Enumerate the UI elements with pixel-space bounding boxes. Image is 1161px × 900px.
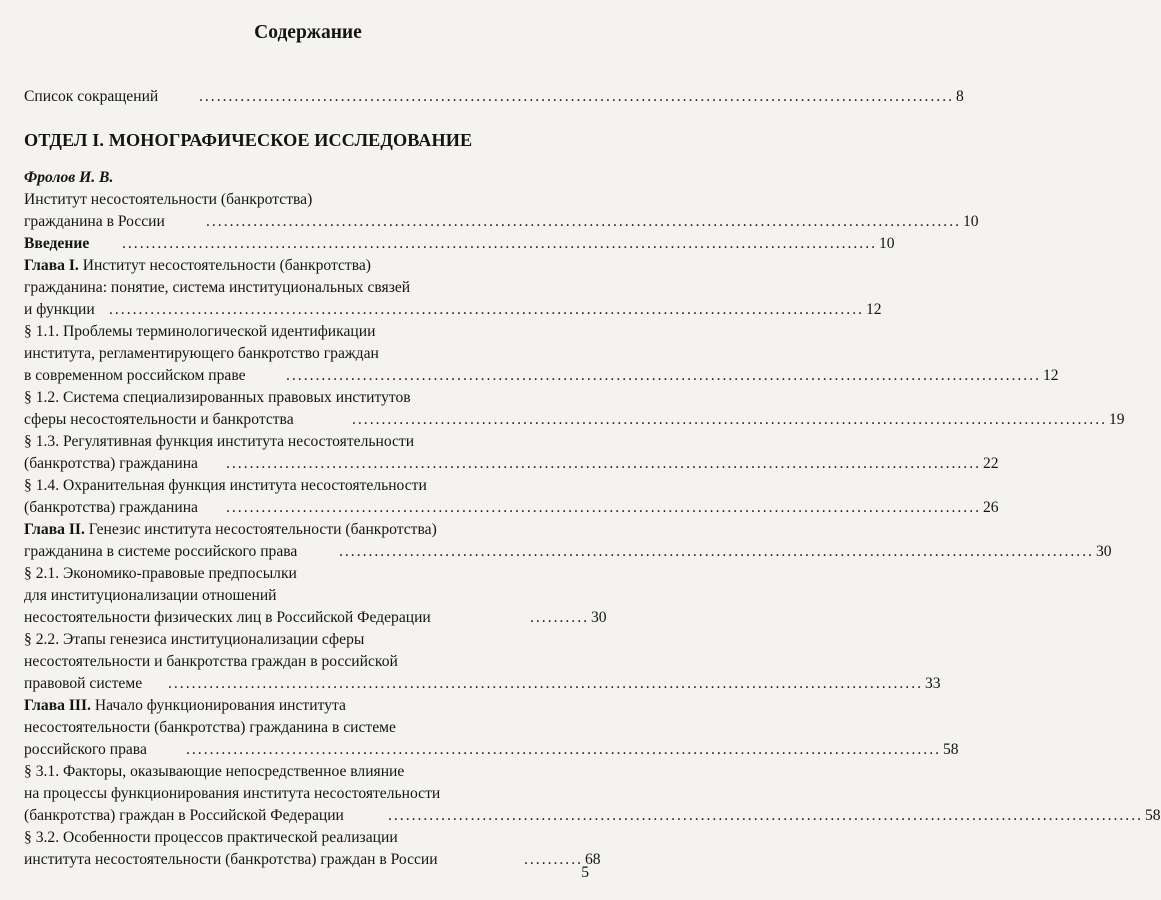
dot-leader: ................................................................................................................................ [186, 741, 941, 758]
toc-page-number: 68 [584, 851, 601, 868]
dot-leader: .......... [530, 609, 589, 626]
dot-leader: ................................................................................................................................ [206, 213, 961, 230]
toc-page-number: 19 [1109, 411, 1125, 428]
toc-page-number: 10 [879, 235, 895, 252]
dot-leader: ................................................................................................................................ [226, 499, 981, 516]
toc-page-number: 30 [1096, 543, 1112, 560]
toc-page-number: 26 [983, 499, 999, 516]
dot-leader: .......... [524, 851, 583, 868]
chapter-prefix: Глава II. [24, 521, 85, 538]
toc-page-number: 10 [963, 213, 979, 230]
toc-page-number: 12 [1043, 367, 1059, 384]
dot-leader: ................................................................................................................................ [109, 301, 864, 318]
part-heading: ОТДЕЛ I. МОНОГРАФИЧЕСКОЕ ИССЛЕДОВАНИЕ [24, 130, 473, 150]
toc-page-number: 58 [943, 741, 959, 758]
dot-leader: ................................................................................................................................ [286, 367, 1041, 384]
dot-leader: ................................................................................................................................ [339, 543, 1094, 560]
author-name: Фролов И. В. [24, 169, 114, 186]
toc-page-number: 12 [866, 301, 882, 318]
toc-label: Введение [24, 235, 90, 252]
toc-page-number: 30 [590, 609, 607, 626]
dot-leader: ................................................................................................................................ [226, 455, 981, 472]
dot-leader: ................................................................................................................................ [168, 675, 923, 692]
dot-leader: ................................................................................................................................ [388, 807, 1143, 824]
dot-leader: ................................................................................................................................ [122, 235, 877, 252]
toc-page-number: 8 [956, 88, 964, 105]
toc-page-number: 58 [1145, 807, 1161, 824]
dot-leader: ................................................................................................................................ [199, 88, 954, 105]
dot-leader: ................................................................................................................................ [352, 411, 1107, 428]
page-number: 5 [581, 864, 589, 881]
page-title: Содержание [254, 22, 362, 43]
toc-label: Список сокращений [24, 88, 159, 105]
chapter-prefix: Глава I. [24, 257, 79, 274]
toc-page-number: 33 [925, 675, 941, 692]
toc-page-number: 22 [983, 455, 999, 472]
chapter-prefix: Глава III. [24, 697, 91, 714]
